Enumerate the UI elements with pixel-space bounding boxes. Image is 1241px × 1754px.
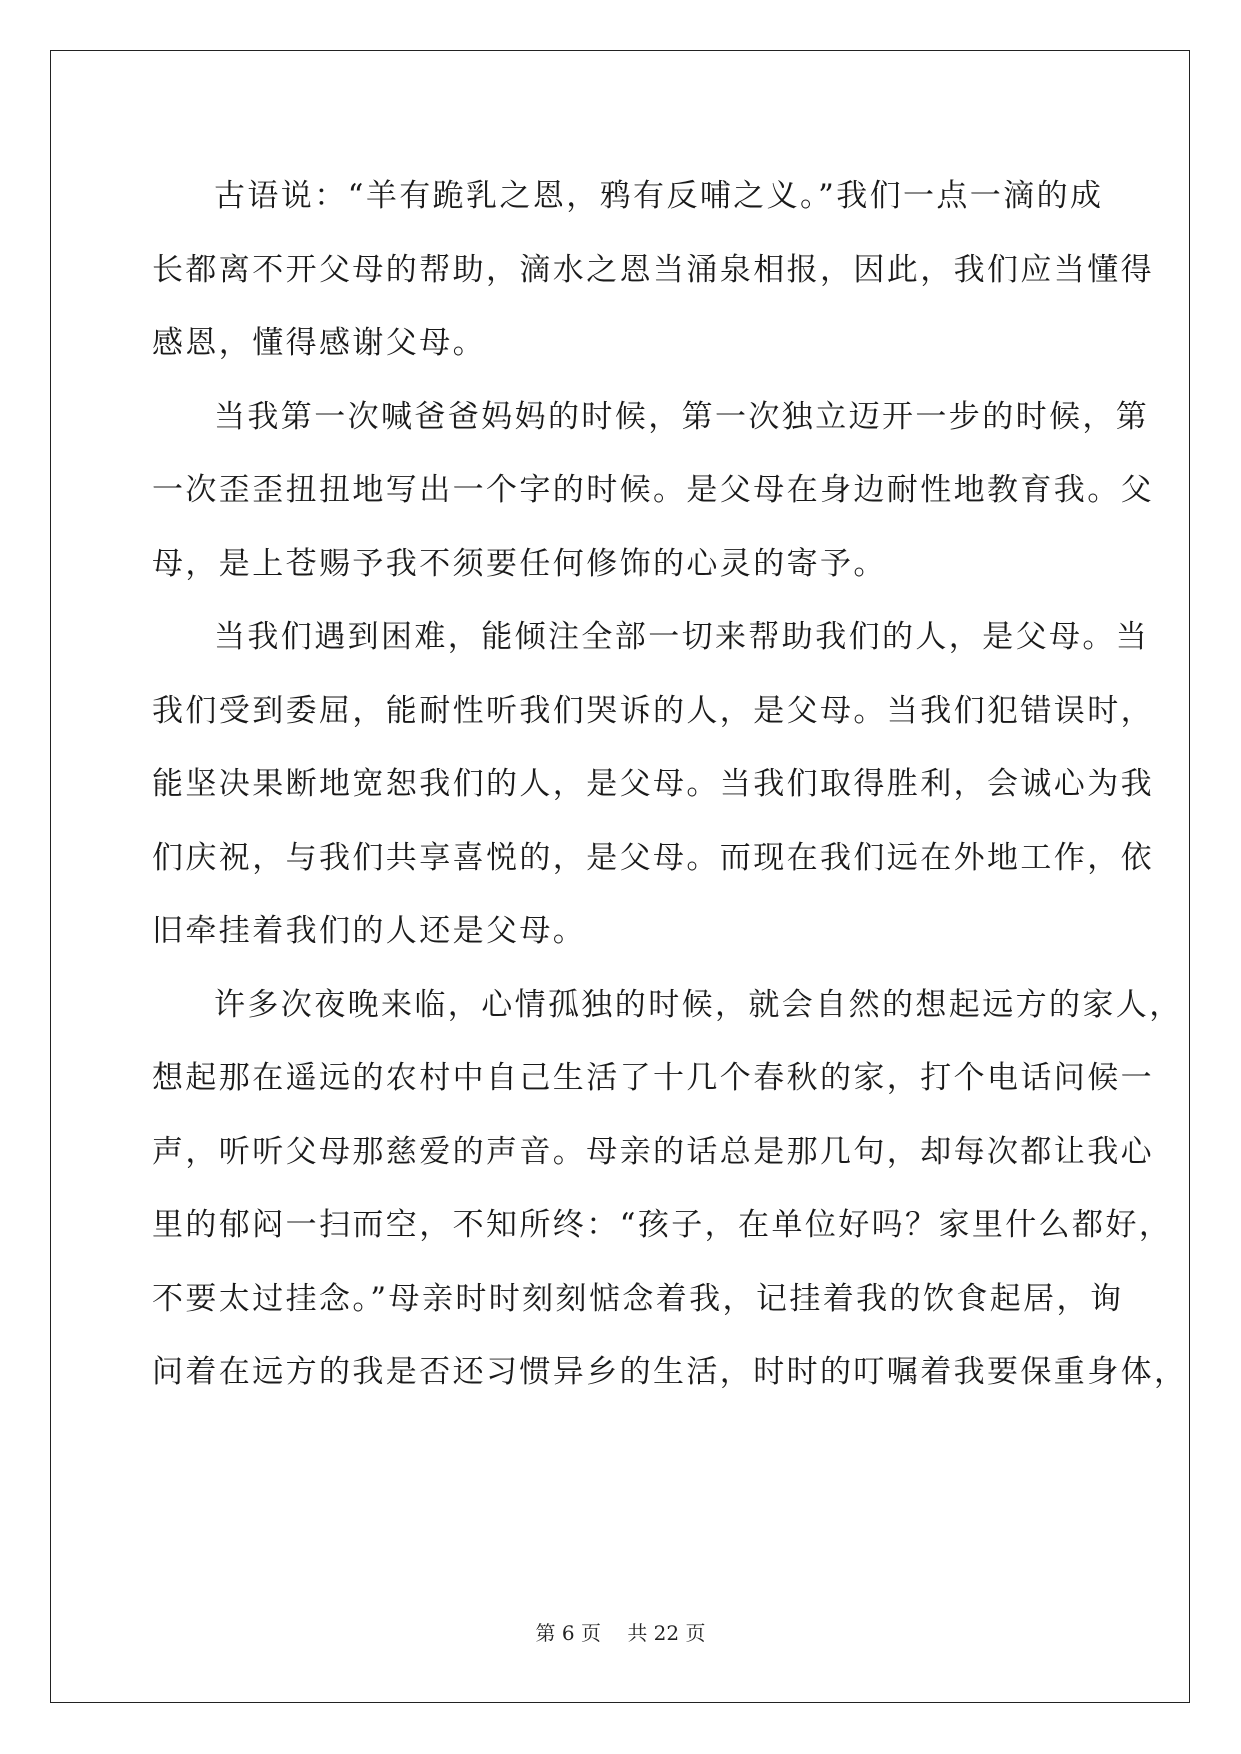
text-line: 许多次夜晚来临，心情孤独的时候，就会自然的想起远方的家人，	[214, 986, 1183, 1023]
text-line: 当我第一次喊爸爸妈妈的时候，第一次独立迈开一步的时候，第	[214, 398, 1150, 435]
paragraph-4	[152, 969, 1188, 1410]
paragraph-2	[152, 381, 1154, 602]
text-line: 感恩，懂得感谢父母。	[152, 325, 486, 361]
text-line: 古语说：“羊有跪乳之恩，鸦有反哺之义。”我们一点一滴的成	[214, 178, 1104, 214]
text-line: 问着在远方的我是否还习惯异乡的生活，时时的叮嘱着我要保重身体，	[152, 1354, 1188, 1390]
text-line: 我们受到委屈，能耐性听我们哭诉的人，是父母。当我们犯错误时，	[152, 692, 1154, 729]
paragraph-3	[152, 601, 1154, 969]
text-line: 旧牵挂着我们的人还是父母。	[152, 913, 587, 949]
text-line: 一次歪歪扭扭地写出一个字的时候。是父母在身边耐性地教育我。父	[152, 472, 1154, 508]
paragraph-1	[152, 160, 1154, 381]
text-line: 长都离不开父母的帮助，滴水之恩当涌泉相报，因此，我们应当懂得	[152, 251, 1154, 288]
text-line: 里的郁闷一扫而空，不知所终：“孩子，在单位好吗？家里什么都好，	[152, 1207, 1173, 1243]
page-number: 第 6 页	[535, 1621, 601, 1645]
text-line: 当我们遇到困难，能倾注全部一切来帮助我们的人，是父母。当	[214, 619, 1150, 655]
text-line: 们庆祝，与我们共享喜悦的，是父母。而现在我们远在外地工作，依	[152, 839, 1154, 876]
text-line: 想起那在遥远的农村中自己生活了十几个春秋的家，打个电话问候一	[152, 1060, 1154, 1096]
page-footer	[0, 1617, 1241, 1646]
text-line: 能坚决果断地宽恕我们的人，是父母。当我们取得胜利，会诚心为我	[152, 766, 1154, 802]
text-line: 不要太过挂念。”母亲时时刻刻惦念着我，记挂着我的饮食起居，询	[152, 1280, 1124, 1317]
text-line: 母，是上苍赐予我不须要任何修饰的心灵的寄予。	[152, 545, 887, 582]
text-line: 声，听听父母那慈爱的声音。母亲的话总是那几句，却每次都让我心	[152, 1133, 1154, 1170]
page-total: 共 22 页	[627, 1621, 706, 1645]
document-body	[152, 160, 1188, 1410]
